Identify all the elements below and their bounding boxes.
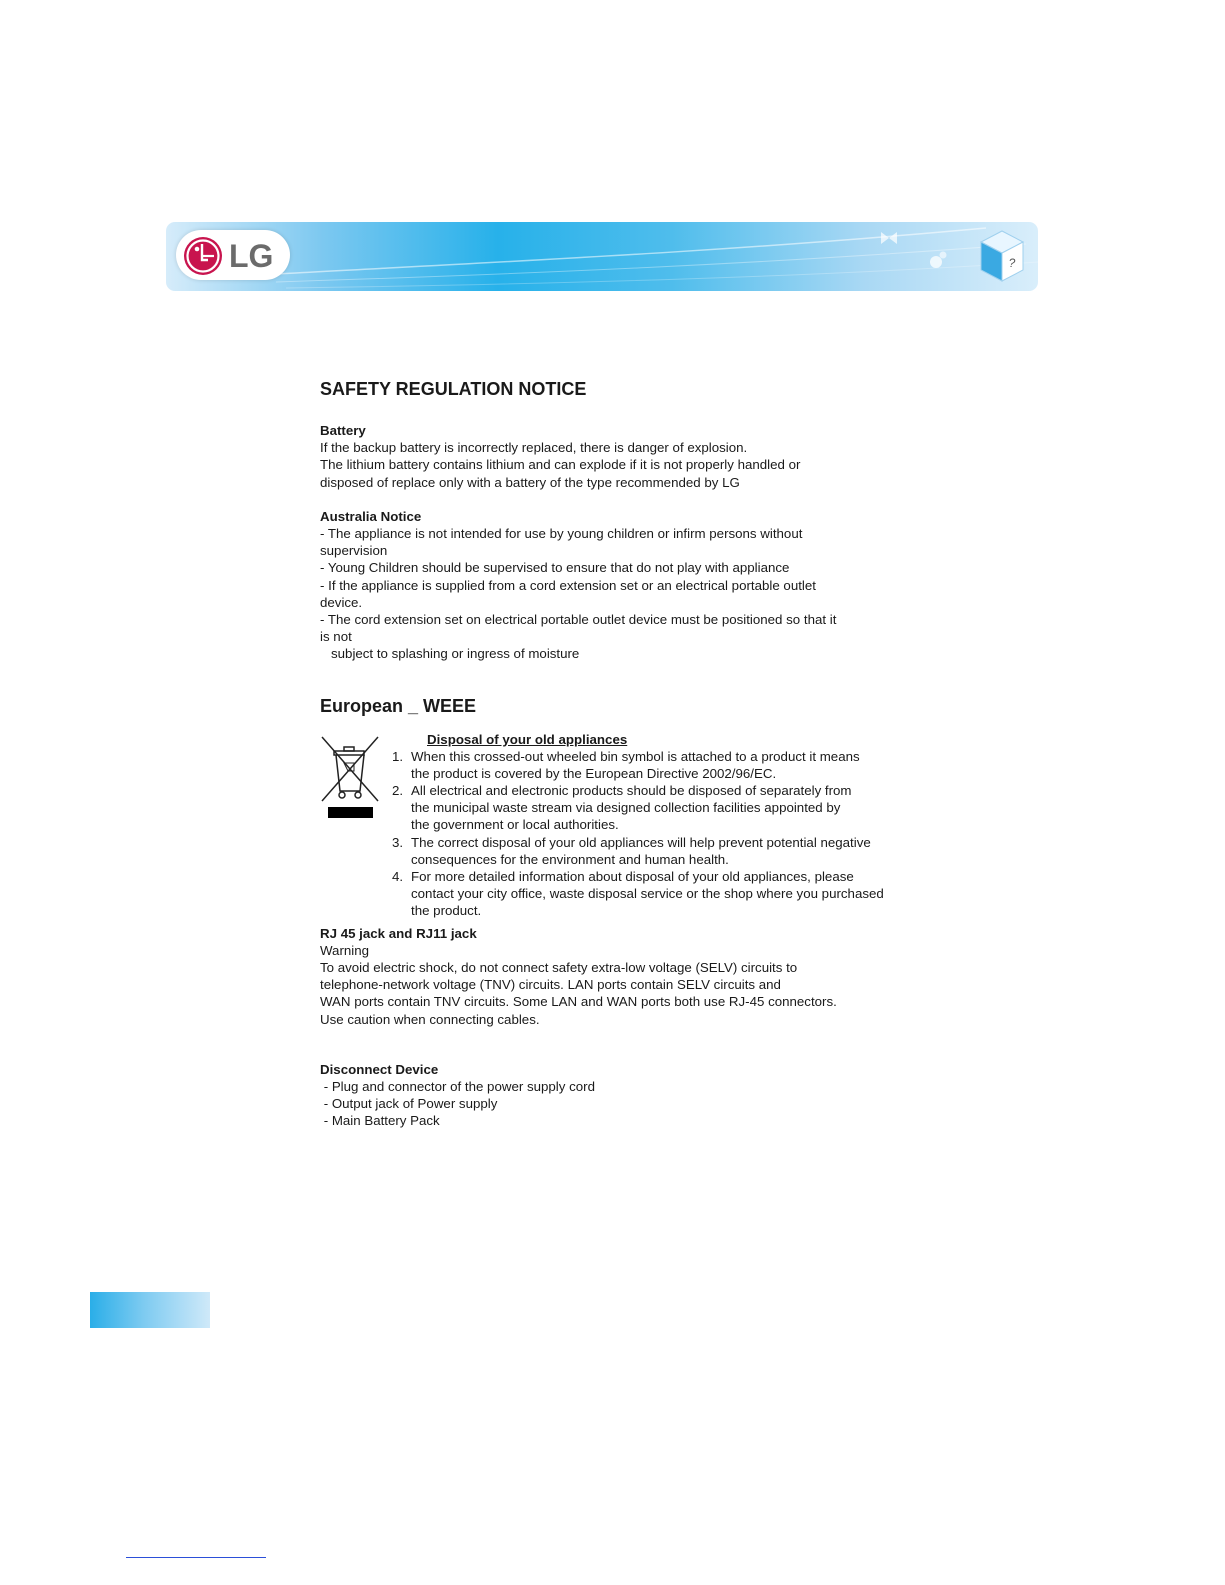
australia-line: - Young Children should be supervised to ensure that do not play with appliance xyxy=(320,560,790,576)
list-item-line: For more detailed information about disposal of your old appliances, please xyxy=(411,869,854,885)
battery-line: If the backup battery is incorrectly replaced, there is danger of explosion. xyxy=(320,440,748,456)
list-item-line: the product. xyxy=(411,903,482,919)
australia-line: device. xyxy=(320,594,363,610)
rj-line: telephone-network voltage (TNV) circuits. LAN ports contain SELV circuits and xyxy=(320,977,781,993)
lg-face-logo-icon xyxy=(183,236,223,276)
page-corner-tab xyxy=(90,1292,210,1328)
list-item-line: the municipal waste stream via designed collection facilities appointed by xyxy=(411,800,841,816)
australia-line: - The appliance is not intended for use by young children or infirm persons without xyxy=(320,526,803,542)
list-item-number: 4. xyxy=(392,869,404,885)
australia-heading: Australia Notice xyxy=(320,508,422,524)
disconnect-heading: Disconnect Device xyxy=(320,1061,439,1077)
list-item-number: 2. xyxy=(392,783,404,799)
australia-line: is not xyxy=(320,629,352,645)
list-item-number: 3. xyxy=(392,834,404,850)
footer-link-underline xyxy=(126,1557,266,1558)
battery-line: The lithium battery contains lithium and can explode if it is not properly handled or xyxy=(320,457,801,473)
rj-line: WAN ports contain TNV circuits. Some LAN and WAN ports both use RJ-45 connectors. xyxy=(320,994,837,1010)
rj-line: To avoid electric shock, do not connect safety extra-low voltage (SELV) circuits to xyxy=(320,960,798,976)
rj-line: Warning xyxy=(320,942,370,958)
header-banner xyxy=(166,222,1038,291)
list-item xyxy=(392,868,952,920)
safety-notice-content xyxy=(320,376,960,1130)
list-item-line: the government or local authorities. xyxy=(411,817,619,833)
help-cube-icon[interactable] xyxy=(978,229,1026,283)
disconnect-line: - Plug and connector of the power supply cord xyxy=(320,1079,595,1095)
list-item xyxy=(392,748,952,782)
australia-line: - If the appliance is supplied from a cord extension set or an electrical portable outlet xyxy=(320,577,816,593)
disconnect-line: - Output jack of Power supply xyxy=(320,1096,498,1112)
help-glyph: ? xyxy=(1008,256,1016,270)
rj-line: Use caution when connecting cables. xyxy=(320,1011,540,1027)
weee-title: European _ WEEE xyxy=(320,695,477,716)
list-item-line: All electrical and electronic products should be disposed of separately from xyxy=(411,783,852,799)
list-item xyxy=(392,782,952,834)
list-item-line: the product is covered by the European Directive 2002/96/EC. xyxy=(411,765,777,781)
battery-line: disposed of replace only with a battery of the type recommended by LG xyxy=(320,474,740,490)
list-item-line: contact your city office, waste disposal service or the shop where you purchased xyxy=(411,886,884,902)
weee-list xyxy=(392,748,952,920)
battery-heading: Battery xyxy=(320,423,366,438)
list-item-number: 1. xyxy=(392,748,404,764)
list-item-line: consequences for the environment and human health. xyxy=(411,851,729,867)
list-item xyxy=(392,834,952,868)
rj-heading: RJ 45 jack and RJ11 jack xyxy=(320,925,477,941)
australia-line: - The cord extension set on electrical portable outlet device must be positioned so that it xyxy=(320,612,837,628)
page-title: SAFETY REGULATION NOTICE xyxy=(320,379,587,399)
weee-block xyxy=(320,731,960,921)
australia-line: supervision xyxy=(320,543,388,559)
disposal-heading: Disposal of your old appliances xyxy=(427,731,628,747)
list-item-line: When this crossed-out wheeled bin symbol is attached to a product it means xyxy=(411,748,860,764)
lg-logo-text: LG xyxy=(229,238,274,274)
australia-line: subject to splashing or ingress of moisture xyxy=(331,646,580,662)
banner-swoosh-decoration xyxy=(166,222,1038,291)
crossed-out-wheeled-bin-icon xyxy=(320,735,380,819)
list-item-line: The correct disposal of your old appliances will help prevent potential negative xyxy=(411,834,871,850)
disconnect-line: - Main Battery Pack xyxy=(320,1113,440,1129)
